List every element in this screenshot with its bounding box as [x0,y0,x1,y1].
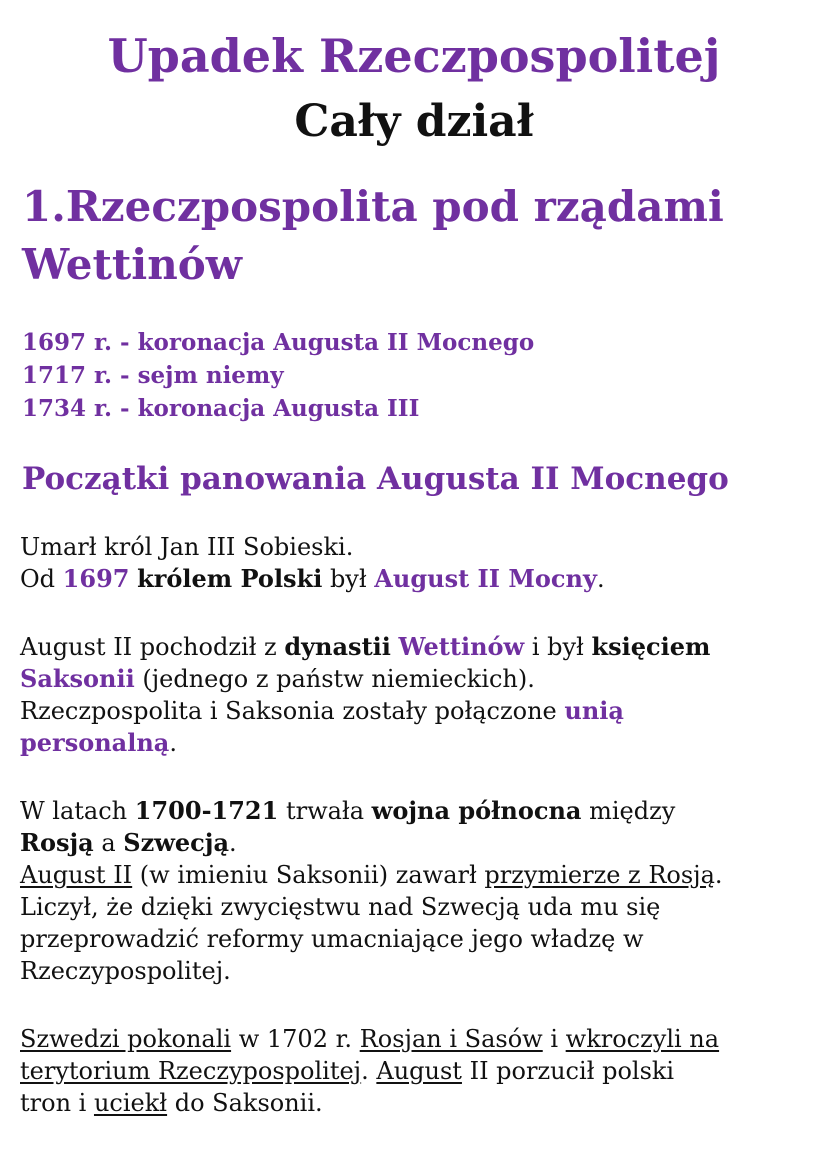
text-line [20,1023,820,1055]
text: tron i [20,1089,94,1117]
text-line [20,531,820,563]
underlined-term: przymierze z Rosją [484,861,715,889]
text: i był [524,633,592,661]
bold-term: wojna północna [371,796,582,825]
text: do Saksonii. [167,1089,323,1117]
bold-term: królem Polski [137,564,323,593]
highlight-year: 1697 [62,564,130,593]
key-dates-list [22,326,534,425]
highlight-term: unią [564,696,624,725]
underlined-term: terytorium Rzeczypospolitej [20,1057,362,1085]
text-line [20,727,820,759]
text: a [93,829,124,857]
text: . [714,861,723,889]
highlight-term: personalną [20,728,170,757]
underlined-term: August [376,1057,462,1085]
text: był [322,565,375,593]
text: Umarł król Jan III Sobieski. [20,533,354,561]
key-date-item: 1734 r. - koronacja Augusta III [22,395,420,422]
highlight-name: August II Mocny [374,564,597,593]
subsection-heading: Początki panowania Augusta II Mocnego [22,461,729,497]
text: i [542,1025,566,1053]
underlined-term: wkroczyli na [565,1025,720,1053]
paragraph-1 [20,531,820,595]
text: Rzeczypospolitej. [20,957,231,985]
text: W latach [20,797,135,825]
text [391,633,399,661]
text: . [169,729,177,757]
text-line [20,923,820,955]
paragraph-2 [20,631,820,759]
text: . [229,829,237,857]
underlined-term: August II [20,861,133,889]
paragraph-3 [20,795,820,987]
text: Liczył, że dzięki zwycięstwu nad Szwecją uda mu się [20,893,661,921]
text-line [20,955,820,987]
text: . [596,565,605,593]
document-subtitle: Cały dział [294,96,534,147]
bold-term: Szwecją [123,828,230,857]
text-line [20,827,820,859]
text-line [20,891,820,923]
text-line [20,631,820,663]
text: (w imieniu Saksonii) zawarł [132,861,485,889]
text: przeprowadzić reformy umacniające jego władzę w [20,925,644,953]
text-line [20,1055,820,1087]
bold-term: Rosją [20,828,94,857]
text-line [20,563,820,595]
highlight-term: Saksonii [20,664,135,693]
text-line [20,1087,820,1119]
text: August II pochodził z [20,633,285,661]
paragraph-4 [20,1023,820,1119]
text: . [361,1057,377,1085]
text: między [581,797,676,825]
text: trwała [278,797,372,825]
bold-term: księciem [591,632,711,661]
underlined-term: uciekł [93,1089,168,1117]
bold-term: dynastii [284,632,391,661]
text-line [20,795,820,827]
text-line [20,859,820,891]
text: Rzeczpospolita i Saksonia zostały połączone [20,697,565,725]
key-date-item: 1697 r. - koronacja Augusta II Mocnego [22,329,535,356]
text: w 1702 r. [231,1025,360,1053]
text: (jednego z państw niemieckich). [134,665,535,693]
key-date-item: 1717 r. - sejm niemy [22,362,284,389]
text: Od [20,565,63,593]
text-line [20,695,820,727]
document-title: Upadek Rzeczpospolitej [107,29,721,83]
bold-term: 1700-1721 [134,796,279,825]
text-line [20,663,820,695]
section-heading: 1.Rzeczpospolita pod rządami Wettinów [22,182,724,289]
underlined-term: Szwedzi pokonali [20,1025,232,1053]
text [129,565,137,593]
highlight-term: Wettinów [398,632,525,661]
text: II porzucił polski [461,1057,675,1085]
underlined-term: Rosjan i Sasów [359,1025,543,1053]
